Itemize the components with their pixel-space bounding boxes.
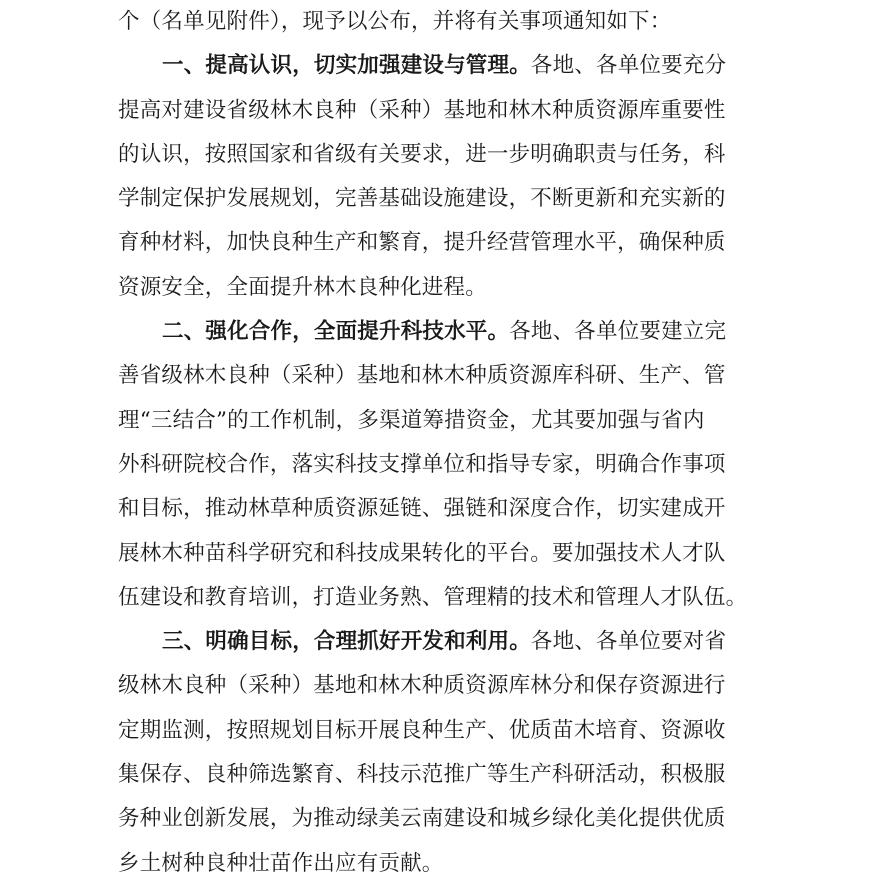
section-2-line: 伍建设和教育培训，打造业务熟、管理精的技术和管理人才队伍。 — [118, 584, 748, 610]
section-3-line: 定期监测，按照规划目标开展良种生产、优质苗木培育、资源收 — [118, 717, 726, 743]
section-1-first-line-text: 各地、各单位要充分 — [530, 53, 727, 79]
section-3-line: 务种业创新发展，为推动绿美云南建设和城乡绿化美化提供优质 — [118, 806, 726, 832]
section-3-first-line — [118, 620, 778, 664]
section-2-line: 外科研院校合作，落实科技支撑单位和指导专家，明确合作事项 — [118, 451, 726, 477]
section-2-line: 展林木种苗科学研究和科技成果转化的平台。要加强技术人才队 — [118, 540, 726, 566]
section-3-heading: 三、明确目标，合理抓好开发和利用。 — [162, 629, 531, 655]
section-1-first-line — [118, 44, 778, 88]
section-3 — [118, 620, 778, 886]
section-2 — [118, 310, 778, 620]
section-1 — [118, 44, 778, 310]
section-1-heading: 一、提高认识，切实加强建设与管理。 — [162, 53, 531, 79]
section-1-line: 学制定保护发展规划，完善基础设施建设，不断更新和充实新的 — [118, 186, 726, 212]
section-2-first-line-text: 各地、各单位要建立完 — [509, 319, 727, 345]
section-2-line: 和目标，推动林草种质资源延链、强链和深度合作，切实建成开 — [118, 496, 726, 522]
section-1-line: 育种材料，加快良种生产和繁育，提升经营管理水平，确保种质 — [118, 230, 726, 256]
section-2-heading: 二、强化合作，全面提升科技水平。 — [162, 319, 510, 345]
section-1-line: 的认识，按照国家和省级有关要求，进一步明确职责与任务，科 — [118, 141, 726, 167]
intro-line: 个（名单见附件），现予以公布，并将有关事项通知如下： — [118, 9, 672, 34]
section-2-first-line — [118, 310, 778, 354]
section-3-line: 乡土树种良种壮苗作出应有贡献。 — [118, 850, 444, 876]
document-body — [118, 0, 778, 886]
section-1-line: 资源安全，全面提升林木良种化进程。 — [118, 274, 487, 300]
section-1-line: 提高对建设省级林木良种（采种）基地和林木种质资源库重要性 — [118, 97, 726, 123]
section-3-line: 集保存、良种筛选繁育、科技示范推广等生产科研活动，积极服 — [118, 762, 726, 788]
section-3-first-line-text: 各地、各单位要对省 — [530, 629, 727, 655]
section-3-line: 级林木良种（采种）基地和林木种质资源库林分和保存资源进行 — [118, 673, 726, 699]
section-2-line: 理“三结合”的工作机制，多渠道筹措资金，尤其要加强与省内 — [118, 407, 705, 433]
section-2-line: 善省级林木良种（采种）基地和林木种质资源库科研、生产、管 — [118, 363, 726, 389]
